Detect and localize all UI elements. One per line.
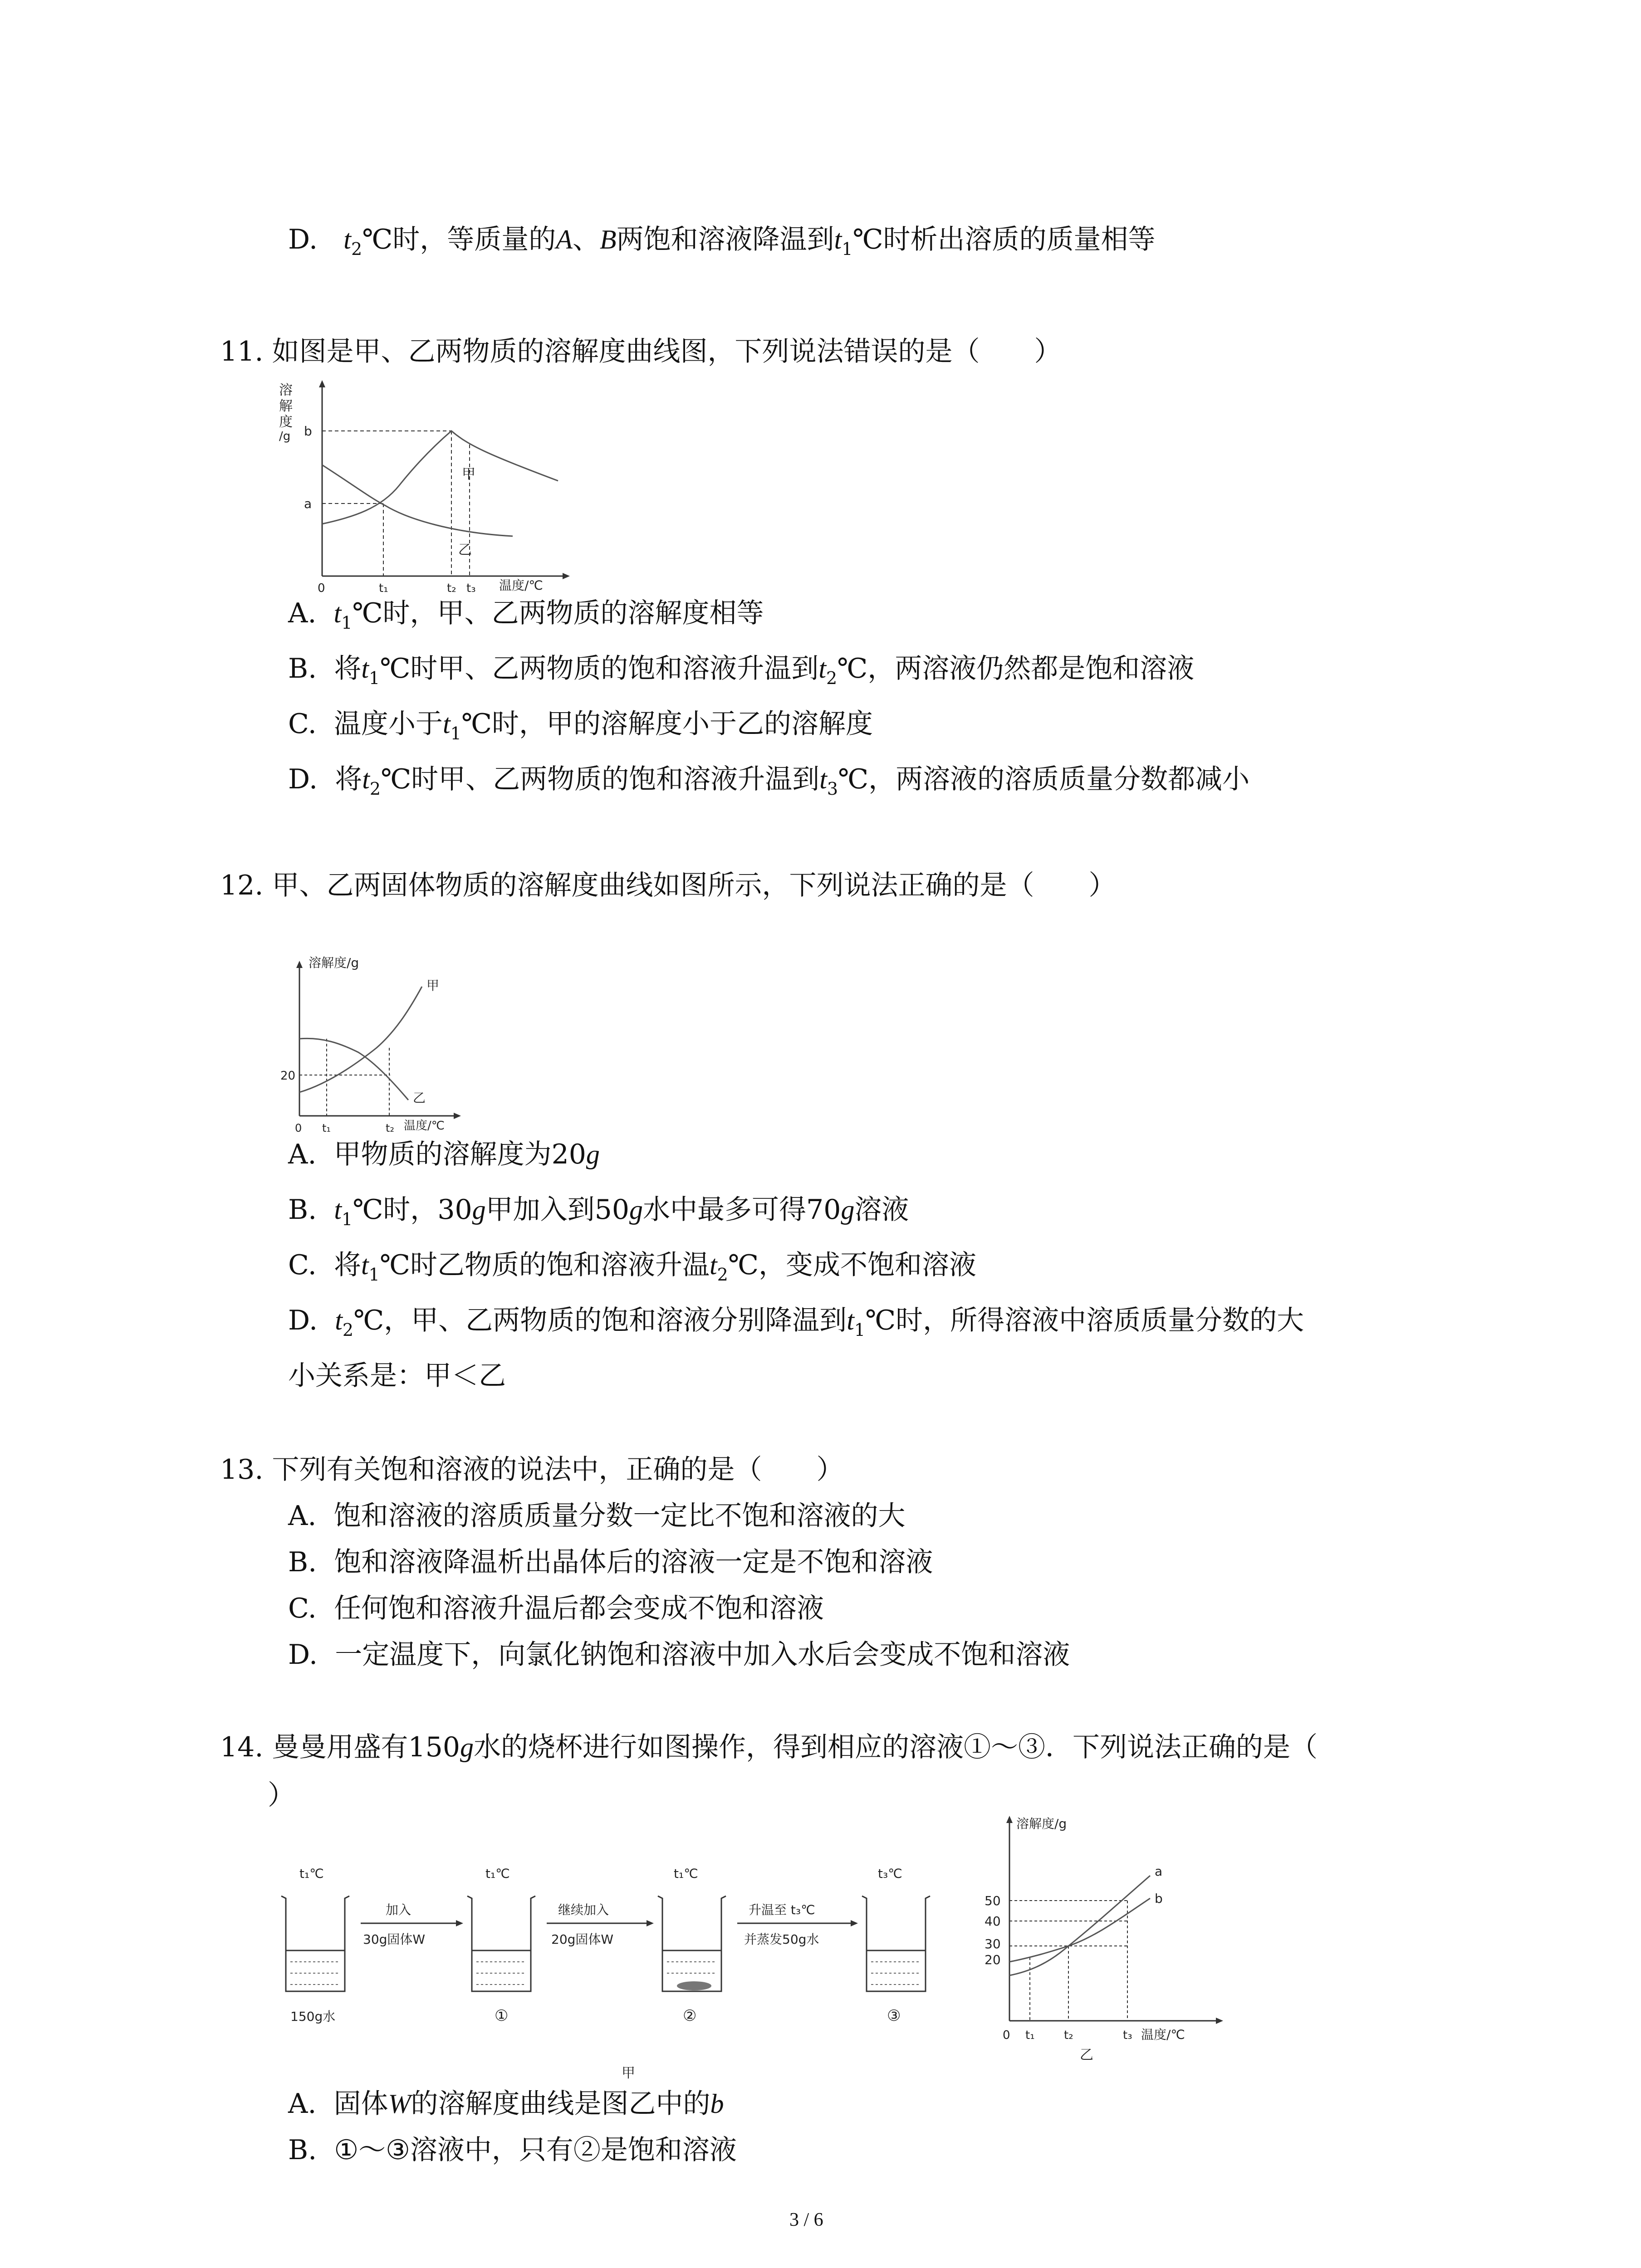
q14-tick-t2: t₂ [1064,2028,1073,2042]
q14-x-label: 温度/℃ [1141,2027,1185,2042]
beaker3-temp: t₁℃ [674,1866,698,1881]
arrow-3 [737,1902,858,1947]
q14-stem-line2: ） [268,1779,295,1811]
svg-text:继续加入: 继续加入 [558,1902,609,1917]
q14-tick-50: 50 [985,1893,1001,1908]
q14-tick-t1: t₁ [1025,2028,1035,2042]
q12-tick-t2: t₂ [386,1122,395,1134]
q12-option-d: D. $t_2℃$，甲、乙两物质的饱和溶液分别降温到$t_1℃$时，所得溶液中溶质质量分数的大 [288,1305,1304,1340]
q11-y-label-1: 溶 [279,382,293,398]
q11-curve-yi [322,465,513,536]
q11-y-label-3: 度 [279,414,293,430]
q12-label-yi: 乙 [413,1090,426,1105]
q10-option-d: D. $t_2℃$时，等质量的A、B两饱和溶液降温到$t_1℃$时析出溶质的质量相等 [288,224,1156,259]
q11-tick-t1: t₁ [379,582,388,594]
q14-curve-b [1009,1898,1150,1962]
q14-figure-yi [978,1808,1232,2071]
beaker1-temp: t₁℃ [299,1866,324,1881]
q14-label-a: a [1155,1864,1163,1879]
beaker2-label: ① [495,2007,509,2025]
q11-curve-jia [322,431,558,524]
beaker3-label: ② [683,2007,697,2025]
q11-x-label: 温度/℃ [499,578,543,593]
q11-y-label-4: /g [279,430,291,443]
q14-tick-t3: t₃ [1123,2028,1132,2042]
q12-solubility-chart [272,948,481,1139]
q14-tick-30: 30 [985,1936,1001,1951]
q14-option-a: A. 固体W的溶解度曲线是图乙中的b [288,2088,724,2120]
q12-y-label: 溶解度/g [309,955,359,970]
q12-option-b: B. $t_1℃$时，30g甲加入到50g水中最多可得70g溶液 [288,1194,909,1229]
beaker4-temp: t₃℃ [878,1866,902,1881]
q12-tick-t1: t₁ [322,1122,331,1134]
beaker-4 [862,1866,930,2025]
q12-stem: 12. 甲、乙两固体物质的溶解度曲线如图所示，下列说法正确的是（ ） [220,870,1116,901]
q14-tick-20: 20 [985,1952,1001,1967]
svg-text:升温至 t₃℃: 升温至 t₃℃ [749,1902,815,1917]
q11-option-d: D. 将$t_2℃$时甲、乙两物质的饱和溶液升温到$t_3℃$，两溶液的溶质质量分数都减小 [288,763,1250,799]
q14-y-label: 溶解度/g [1016,1816,1067,1831]
beaker-2 [467,1866,535,2025]
q11-option-c: C. 温度小于$t_1℃$时，甲的溶解度小于乙的溶解度 [288,708,873,743]
q14-curve-a [1009,1876,1150,1975]
q12-origin: 0 [295,1122,302,1134]
q14-stem: 14. 曼曼用盛有150g水的烧杯进行如图操作，得到相应的溶液①～③．下列说法正确的是（ [220,1731,1318,1763]
q14-tick-40: 40 [985,1914,1001,1929]
q11-y-label-2: 解 [279,398,293,414]
q11-option-b: B. 将$t_1℃$时甲、乙两物质的饱和溶液升温到$t_2℃$，两溶液仍然都是饱和溶液 [288,653,1195,688]
q13-option-a: A. 饱和溶液的溶质质量分数一定比不饱和溶液的大 [288,1500,906,1532]
undissolved-solid [677,1981,711,1990]
arrow-1 [361,1902,463,1947]
q13-stem: 13. 下列有关饱和溶液的说法中，正确的是（ ） [220,1454,844,1486]
q11-tick-a: a [304,496,312,511]
svg-text:20g固体W: 20g固体W [551,1932,614,1947]
q11-solubility-chart [272,376,581,594]
q12-curve-yi [299,1038,408,1100]
q11-tick-t3: t₃ [466,582,476,594]
q14-figure-jia [272,1855,980,2082]
q13-option-c: C. 任何饱和溶液升温后都会变成不饱和溶液 [288,1593,824,1624]
svg-text:并蒸发50g水: 并蒸发50g水 [744,1932,819,1947]
beaker4-label: ③ [887,2007,901,2025]
q11-tick-t2: t₂ [447,582,456,594]
arrow-2 [547,1902,654,1947]
beaker-3 [658,1866,726,2025]
figure-jia-caption: 甲 [622,2065,635,2081]
q11-origin: 0 [318,582,325,594]
q12-label-jia: 甲 [426,978,440,993]
q11-label-jia: 甲 [462,466,475,482]
q14-label-b: b [1155,1891,1163,1906]
figure-yi-caption: 乙 [1080,2047,1093,2063]
q12-option-c: C. 将$t_1℃$时乙物质的饱和溶液升温$t_2℃$，变成不饱和溶液 [288,1249,976,1285]
q11-option-a: A. $t_1℃$时，甲、乙两物质的溶解度相等 [288,597,764,633]
beaker2-temp: t₁℃ [485,1866,510,1881]
q14-option-b: B. ①～③溶液中，只有②是饱和溶液 [288,2134,737,2166]
q11-stem: 11. 如图是甲、乙两物质的溶解度曲线图，下列说法错误的是（ ） [220,336,1062,367]
page-number: 3 / 6 [789,2209,823,2230]
q13-option-d: D. 一定温度下，向氯化钠饱和溶液中加入水后会变成不饱和溶液 [288,1639,1070,1671]
svg-text:加入: 加入 [386,1902,411,1917]
beaker1-water: 150g水 [290,2009,336,2024]
q12-option-a: A. 甲物质的溶解度为20g [288,1139,600,1170]
q11-tick-b: b [304,424,312,439]
q13-option-b: B. 饱和溶液降温析出晶体后的溶液一定是不饱和溶液 [288,1546,933,1578]
svg-text:30g固体W: 30g固体W [363,1932,426,1947]
q12-tick-20: 20 [280,1069,296,1083]
q12-option-d-line2: 小关系是：甲＜乙 [288,1360,506,1392]
beaker-1 [281,1866,349,2024]
q14-origin: 0 [1003,2028,1010,2042]
q12-x-label: 温度/℃ [404,1119,445,1133]
q11-label-yi: 乙 [458,542,472,558]
